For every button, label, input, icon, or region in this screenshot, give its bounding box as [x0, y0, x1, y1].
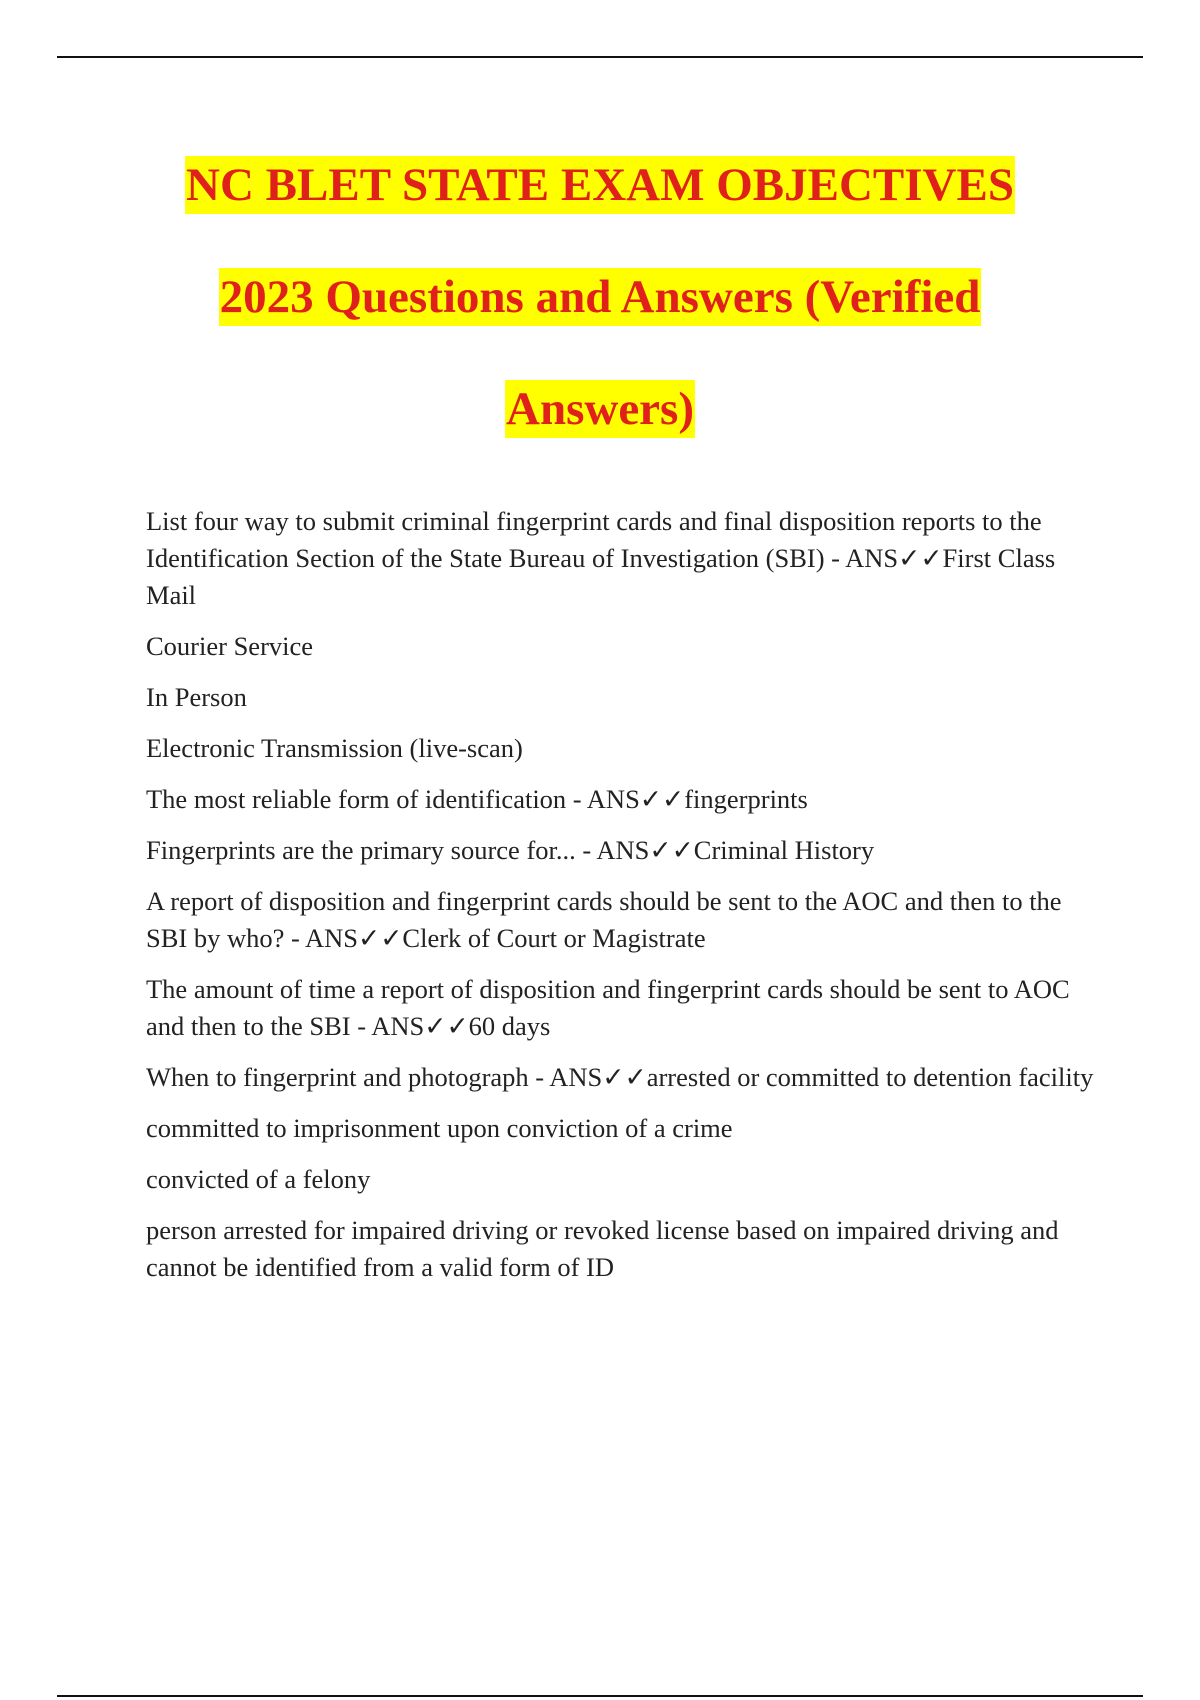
paragraph-courier-service: Courier Service	[146, 631, 314, 661]
title-line-3-text: Answers)	[505, 380, 695, 438]
paragraph-reliable-identification: The most reliable form of identification - ANS✓✓fingerprints	[146, 784, 808, 814]
title-line-3	[60, 364, 1140, 476]
paragraph-electronic-transmission: Electronic Transmission (live-scan)	[146, 733, 523, 763]
title-line-2	[60, 252, 1140, 364]
paragraph-primary-source: Fingerprints are the primary source for... - ANS✓✓Criminal History	[146, 835, 875, 865]
paragraph-disposition-sender: A report of disposition and fingerprint cards should be sent to the AOC and then to the SBI by who? - ANS✓✓Clerk of Court or Magistrate	[146, 886, 1062, 953]
footer-rule	[57, 1695, 1143, 1697]
title-line-1	[60, 140, 1140, 252]
header-rule	[57, 56, 1143, 58]
paragraph-in-person: In Person	[146, 682, 247, 712]
paragraph-felony: convicted of a felony	[146, 1164, 371, 1194]
title-line-2-text: 2023 Questions and Answers (Verified	[219, 268, 982, 326]
document-title	[60, 140, 1140, 476]
paragraph-impaired-driving: person arrested for impaired driving or revoked license based on impaired driving and cannot be identified from a valid form of ID	[146, 1215, 1059, 1282]
paragraph-imprisonment: committed to imprisonment upon conviction of a crime	[146, 1113, 733, 1143]
paragraph-disposition-time: The amount of time a report of disposition and fingerprint cards should be sent to AOC and then to the SBI - ANS✓✓60 days	[146, 974, 1070, 1041]
document-body	[146, 503, 1096, 1300]
paragraph-submission-methods: List four way to submit criminal fingerprint cards and final disposition reports to the Identification Section of the State Bureau of Investigation (SBI) - ANS✓✓First Class Mail	[146, 506, 1056, 610]
paragraph-when-to-fingerprint: When to fingerprint and photograph - ANS✓✓arrested or committed to detention facility	[146, 1062, 1094, 1092]
title-line-1-text: NC BLET STATE EXAM OBJECTIVES	[185, 156, 1015, 214]
